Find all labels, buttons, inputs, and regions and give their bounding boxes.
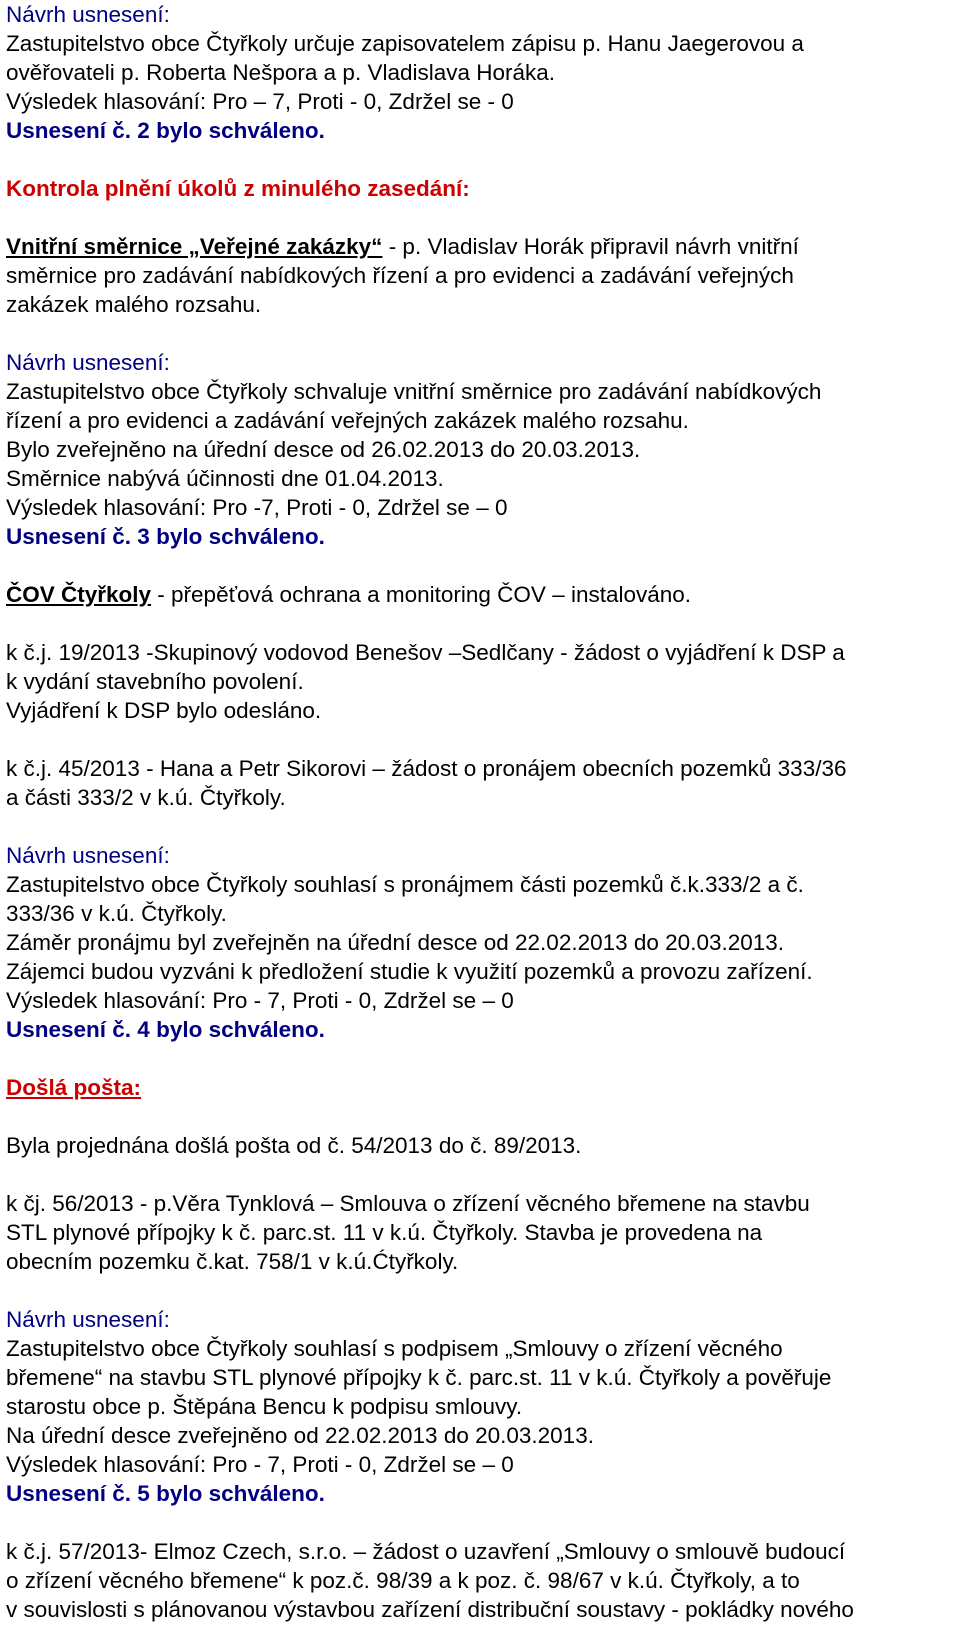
text-line: břemene“ na stavbu STL plynové přípojky k č. parc.st. 11 v k.ú. Čtyřkoly a pověřuje <box>6 1365 832 1390</box>
text-line: Směrnice nabývá účinnosti dne 01.04.2013. <box>6 466 444 491</box>
resolution-approved: Usnesení č. 5 bylo schváleno. <box>6 1481 325 1506</box>
text-line: starostu obce p. Štěpána Bencu k podpisu smlouvy. <box>6 1394 523 1419</box>
text-line: k č.j. 45/2013 - Hana a Petr Sikorovi – žádost o pronájem obecních pozemků 333/36 <box>6 756 847 781</box>
vote-result: Výsledek hlasování: Pro – 7, Proti - 0, Zdržel se - 0 <box>6 89 514 114</box>
topic-title: Vnitřní směrnice „Veřejné zakázky“ <box>6 234 383 259</box>
text-line: k č.j. 19/2013 -Skupinový vodovod Benešov –Sedlčany - žádost o vyjádření k DSP a <box>6 640 845 665</box>
vote-result: Výsledek hlasování: Pro - 7, Proti - 0, Zdržel se – 0 <box>6 1452 514 1477</box>
text-line: Zastupitelstvo obce Čtyřkoly schvaluje vnitřní směrnice pro zadávání nabídkových <box>6 379 822 404</box>
proposal-label: Návrh usnesení: <box>6 843 170 868</box>
text-line: směrnice pro zadávání nabídkových řízení a pro evidenci a zadávání veřejných <box>6 263 794 288</box>
text-line: Zastupitelstvo obce Čtyřkoly souhlasí s pronájmem části pozemků č.k.333/2 a č. <box>6 872 804 897</box>
vote-result: Výsledek hlasování: Pro -7, Proti - 0, Zdržel se – 0 <box>6 495 508 520</box>
text-line: Zájemci budou vyzváni k předložení studie k využití pozemků a provozu zařízení. <box>6 959 813 984</box>
proposal-label: Návrh usnesení: <box>6 1307 170 1332</box>
text-line <box>6 232 954 261</box>
text-line: 333/36 v k.ú. Čtyřkoly. <box>6 901 227 926</box>
resolution-approved: Usnesení č. 3 bylo schváleno. <box>6 524 325 549</box>
section-heading-control: Kontrola plnění úkolů z minulého zasedání: <box>6 176 470 201</box>
text-line: Bylo zveřejněno na úřední desce od 26.02.2013 do 20.03.2013. <box>6 437 641 462</box>
proposal-label: Návrh usnesení: <box>6 2 170 27</box>
topic-text: - p. Vladislav Horák připravil návrh vnitřní <box>382 234 799 259</box>
section-heading-mail: Došlá pošta: <box>6 1075 142 1100</box>
text-line: k č.j. 57/2013- Elmoz Czech, s.r.o. – žádost o uzavření „Smlouvy o smlouvě budoucí <box>6 1539 846 1564</box>
text-line: o zřízení věcného břemene“ k poz.č. 98/39 a k poz. č. 98/67 v k.ú. Čtyřkoly, a to <box>6 1568 800 1593</box>
text-line: Zastupitelstvo obce Čtyřkoly určuje zapisovatelem zápisu p. Hanu Jaegerovou a <box>6 31 804 56</box>
text-line: obecním pozemku č.kat. 758/1 v k.ú.Ćtyřkoly. <box>6 1249 459 1274</box>
text-line: k vydání stavebního povolení. <box>6 669 304 694</box>
vote-result: Výsledek hlasování: Pro - 7, Proti - 0, Zdržel se – 0 <box>6 988 514 1013</box>
proposal-label: Návrh usnesení: <box>6 350 170 375</box>
text-line: Byla projednána došlá pošta od č. 54/2013 do č. 89/2013. <box>6 1133 582 1158</box>
resolution-approved: Usnesení č. 4 bylo schváleno. <box>6 1017 325 1042</box>
text-line: Vyjádření k DSP bylo odesláno. <box>6 698 322 723</box>
topic-text: - přepěťová ochrana a monitoring ČOV – instalováno. <box>151 582 692 607</box>
topic-title: ČOV Čtyřkoly <box>6 582 152 607</box>
text-line: v souvislosti s plánovanou výstavbou zařízení distribuční soustavy - pokládky nového <box>6 1597 854 1622</box>
text-line: Zastupitelstvo obce Čtyřkoly souhlasí s podpisem „Smlouvy o zřízení věcného <box>6 1336 783 1361</box>
text-line <box>6 580 954 609</box>
text-line: Záměr pronájmu byl zveřejněn na úřední desce od 22.02.2013 do 20.03.2013. <box>6 930 785 955</box>
resolution-approved: Usnesení č. 2 bylo schváleno. <box>6 118 325 143</box>
text-line: STL plynové přípojky k č. parc.st. 11 v k.ú. Čtyřkoly. Stavba je provedena na <box>6 1220 763 1245</box>
text-line: Na úřední desce zveřejněno od 22.02.2013 do 20.03.2013. <box>6 1423 594 1448</box>
text-line: ověřovateli p. Roberta Nešpora a p. Vladislava Horáka. <box>6 60 556 85</box>
text-line: a části 333/2 v k.ú. Čtyřkoly. <box>6 785 286 810</box>
text-line: zakázek malého rozsahu. <box>6 292 262 317</box>
text-line: řízení a pro evidenci a zadávání veřejných zakázek malého rozsahu. <box>6 408 689 433</box>
text-line: k čj. 56/2013 - p.Věra Tynklová – Smlouva o zřízení věcného břemene na stavbu <box>6 1191 810 1216</box>
